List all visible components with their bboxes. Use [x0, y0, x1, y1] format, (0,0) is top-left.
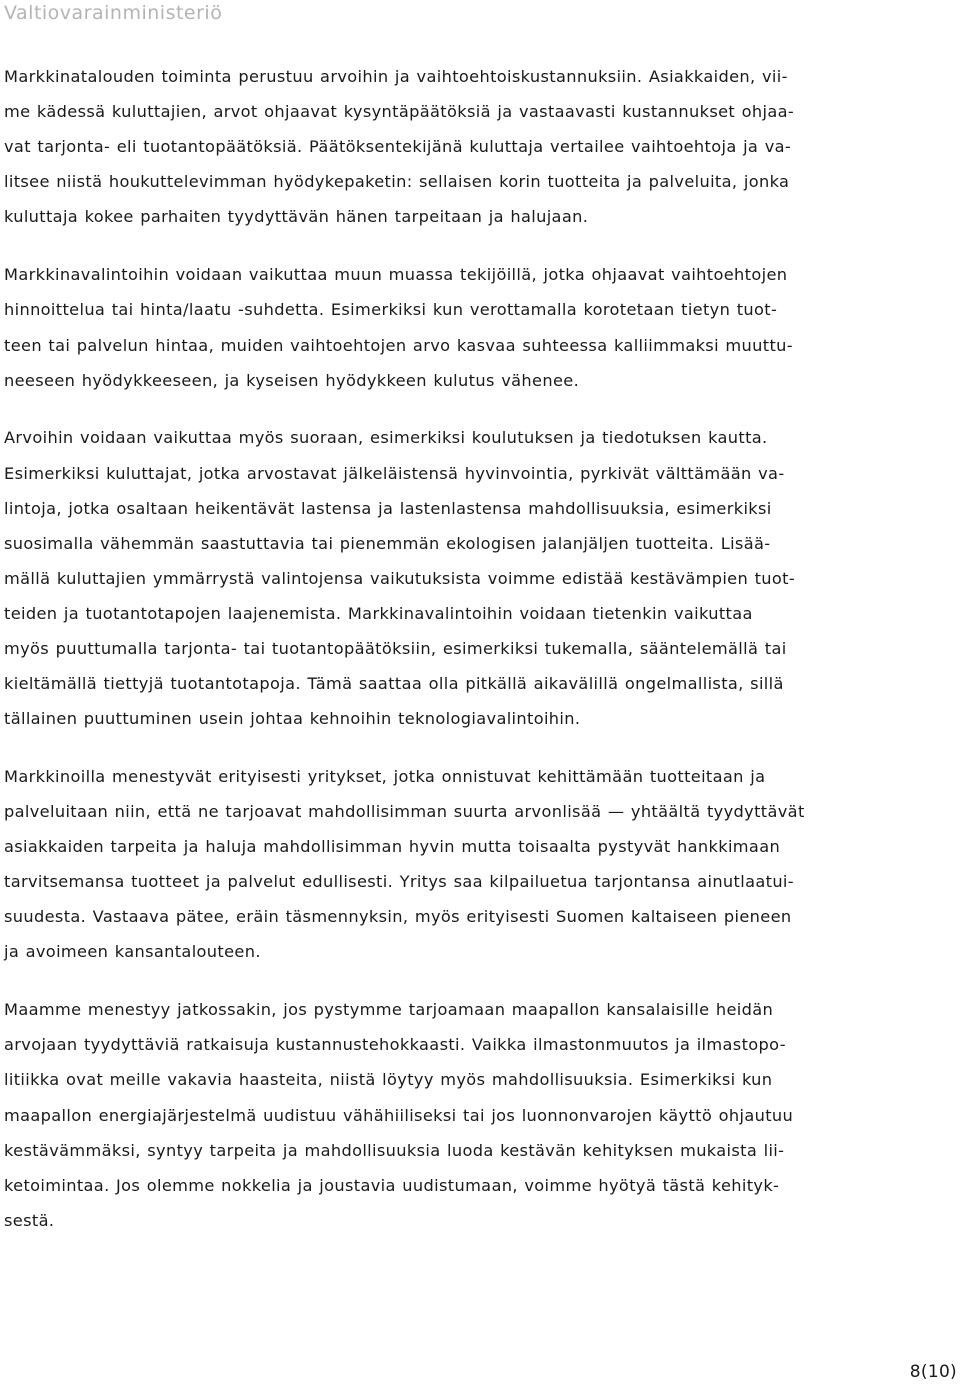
organization-header: Valtiovarainministeriö — [4, 2, 223, 24]
text-line: Maamme menestyy jatkossakin, jos pystymme tarjoamaan maapallon kansalaisille heidän — [4, 1000, 774, 1019]
text-line: myös puuttumalla tarjonta- tai tuotantopäätöksiin, esimerkiksi tukemalla, sääntelemällä tai — [4, 639, 787, 658]
text-line: ketoimintaa. Jos olemme nokkelia ja joustavia uudistumaan, voimme hyötyä tästä kehityk- — [4, 1176, 780, 1195]
text-line: Arvoihin voidaan vaikuttaa myös suoraan, esimerkiksi koulutuksen ja tiedotuksen kautta. — [4, 428, 768, 447]
text-line: maapallon energiajärjestelmä uudistuu vähähiiliseksi tai jos luonnonvarojen käyttö ohjautuu — [4, 1106, 794, 1125]
text-line: litiikka ovat meille vakavia haasteita, niistä löytyy myös mahdollisuuksia. Esimerkiksi kun — [4, 1070, 773, 1089]
text-line: Esimerkiksi kuluttajat, jotka arvostavat jälkeläistensä hyvinvointia, pyrkivät välttämään va- — [4, 464, 785, 483]
text-line: asiakkaiden tarpeita ja haluja mahdollisimman hyvin mutta toisaalta pystyvät hankkimaan — [4, 837, 781, 856]
text-line: palveluitaan niin, että ne tarjoavat mahdollisimman suurta arvonlisää — yhtäältä tyydyttävät — [4, 802, 805, 821]
text-line: teiden ja tuotantotapojen laajenemista. Markkinavalintoihin voidaan tietenkin vaikuttaa — [4, 604, 753, 623]
text-line: lintoja, jotka osaltaan heikentävät lastensa ja lastenlastensa mahdollisuuksia, esimerkiksi — [4, 499, 772, 518]
text-line: Markkinoilla menestyvät erityisesti yritykset, jotka onnistuvat kehittämään tuotteitaan ja — [4, 767, 766, 786]
text-line: kestävämmäksi, syntyy tarpeita ja mahdollisuuksia luoda kestävän kehityksen mukaista lii- — [4, 1141, 785, 1160]
text-line: Markkinavalintoihin voidaan vaikuttaa muun muassa tekijöillä, jotka ohjaavat vaihtoehtojen — [4, 265, 788, 284]
text-line: tarvitsemansa tuotteet ja palvelut edullisesti. Yritys saa kilpailuetua tarjontansa ainutlaatui- — [4, 872, 794, 891]
text-line: hinnoittelua tai hinta/laatu -suhdetta. Esimerkiksi kun verottamalla korotetaan tietyn tuot- — [4, 300, 778, 319]
text-line: litsee niistä houkuttelevimman hyödykepaketin: sellaisen korin tuotteita ja palveluita, jonka — [4, 172, 790, 191]
text-line: kieltämällä tiettyjä tuotantotapoja. Tämä saattaa olla pitkällä aikavälillä ongelmallista, sillä — [4, 674, 784, 693]
text-line: vat tarjonta- eli tuotantopäätöksiä. Päätöksentekijänä kuluttaja vertailee vaihtoehtoja ja va- — [4, 137, 792, 156]
text-line: suudesta. Vastaava pätee, eräin täsmennyksin, myös erityisesti Suomen kaltaiseen pieneen — [4, 907, 792, 926]
page-number: 8(10) — [909, 1362, 957, 1382]
text-line: sestä. — [4, 1211, 55, 1230]
text-line: neeseen hyödykkeeseen, ja kyseisen hyödykkeen kulutus vähenee. — [4, 371, 580, 390]
text-line: tällainen puuttuminen usein johtaa kehnoihin teknologiavalintoihin. — [4, 709, 581, 728]
text-line: kuluttaja kokee parhaiten tyydyttävän hänen tarpeitaan ja halujaan. — [4, 207, 589, 226]
text-line: me kädessä kuluttajien, arvot ohjaavat kysyntäpäätöksiä ja vastaavasti kustannukset ohjaa- — [4, 102, 795, 121]
text-line: suosimalla vähemmän saastuttavia tai pienemmän ekologisen jalanjäljen tuotteita. Lisää- — [4, 534, 771, 553]
text-line: arvojaan tyydyttäviä ratkaisuja kustannustehokkaasti. Vaikka ilmastonmuutos ja ilmastopo- — [4, 1035, 786, 1054]
text-line: mällä kuluttajien ymmärrystä valintojensa vaikutuksista voimme edistää kestävämpien tuot- — [4, 569, 796, 588]
text-line: ja avoimeen kansantalouteen. — [4, 942, 261, 961]
text-line: teen tai palvelun hintaa, muiden vaihtoehtojen arvo kasvaa suhteessa kalliimmaksi muuttu- — [4, 336, 793, 355]
text-line: Markkinatalouden toiminta perustuu arvoihin ja vaihtoehtoiskustannuksiin. Asiakkaiden, vii- — [4, 67, 788, 86]
